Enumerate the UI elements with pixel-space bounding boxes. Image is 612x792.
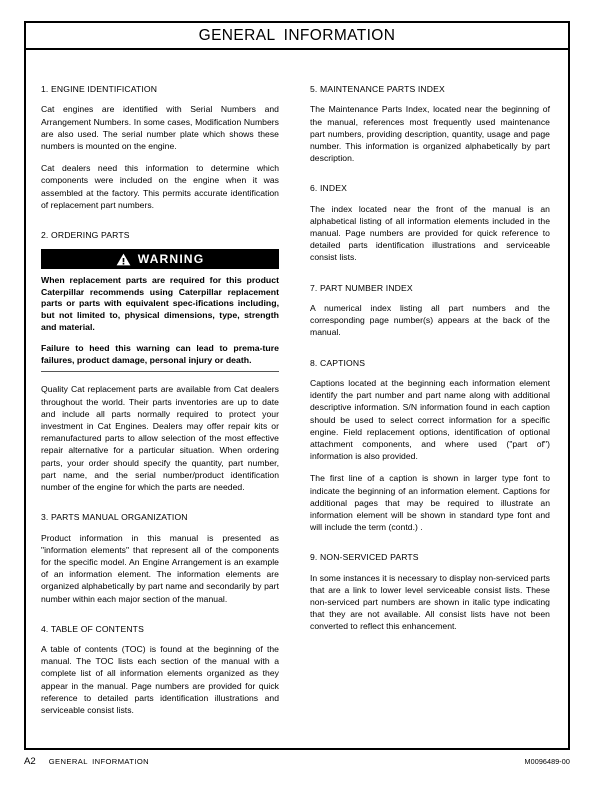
paragraph-engine-identification-1: Cat engines are identified with Serial Numbers and Arrangement Numbers. In some cases, Modification Numbers are also used. The serial number plate which shows these numbers is mounted on the engine. xyxy=(41,104,279,151)
section-heading-part-number-index: 7. PART NUMBER INDEX xyxy=(310,282,413,293)
section-heading-maintenance-parts-index: 5. MAINTENANCE PARTS INDEX xyxy=(310,84,445,94)
warning-triangle-icon xyxy=(116,253,131,266)
warning-paragraph-2: Failure to heed this warning can lead to prema-ture failures, product damage, personal injury or death. xyxy=(41,343,279,365)
section-heading-parts-manual-organization: 3. PARTS MANUAL ORGANIZATION xyxy=(41,512,188,523)
section-heading-engine-identification: 1. ENGINE IDENTIFICATION xyxy=(41,84,158,94)
paragraph-captions-1: Captions located at the beginning each information element identify the part number and part name along with additional descriptive information. S/N information found in each caption should be used to select correct information for a specific engine. Field replacement options, identification of optional attachment components, and where used ("part of") information is also provided. xyxy=(310,377,550,462)
left-column xyxy=(26,84,297,748)
section-heading-index: 6. INDEX xyxy=(310,183,348,194)
section-heading-ordering-parts: 2. ORDERING PARTS xyxy=(41,229,130,240)
warning-box-body xyxy=(41,269,279,372)
section-heading-non-serviced-parts: 9. NON-SERVICED PARTS xyxy=(310,552,419,563)
paragraph-maintenance-parts-index-1: The Maintenance Parts Index, located near the beginning of the manual, references most frequently used maintenance part numbers, providing description, quantity, usage and page number. This information is organized alphabetically by part description. xyxy=(310,104,550,164)
paragraph-non-serviced-parts-1: In some instances it is necessary to display non-serviced parts that are a link to lower level serviceable consist lists. These non-serviced part numbers are shown in italic type indicating that they are not available. All consist lists have not been converted to reflect this enhancement. xyxy=(310,572,550,632)
right-column xyxy=(297,84,568,748)
paragraph-engine-identification-2: Cat dealers need this information to determine which components were included on the engine when it was assembled at the factory. This permits accurate identification of replacement part numbers. xyxy=(41,163,279,210)
page-footer xyxy=(24,756,570,770)
footer-page-number: A2 xyxy=(24,756,36,767)
warning-box-divider xyxy=(41,371,279,372)
warning-paragraph-1: When replacement parts are required for this product Caterpillar recommends using Caterpillar replacement parts or parts with equivalent spec-ifications including, but not limited to, physical dimensions, type, strength and material. xyxy=(41,275,279,332)
warning-label: WARNING xyxy=(137,252,205,267)
page-title-bar xyxy=(26,23,568,50)
paragraph-captions-2: The first line of a caption is shown in larger type font to indicate the beginning of an information element. Captions for additional pages that may be required to illustrate an information element will be shown in standard type font and will include the term (contd.) . xyxy=(310,473,550,533)
paragraph-index-1: The index located near the front of the manual is an alphabetical listing of all information elements included in the manual. Page numbers are provided for quick reference to detailed parts identification illustrations and serviceable consist lists. xyxy=(310,203,550,263)
footer-document-number: M0096489-00 xyxy=(524,757,570,766)
warning-box-header xyxy=(41,249,279,269)
section-heading-captions: 8. CAPTIONS xyxy=(310,357,366,368)
document-body xyxy=(26,50,568,748)
page-title: GENERAL INFORMATION xyxy=(198,26,396,44)
paragraph-table-of-contents-1: A table of contents (TOC) is found at the beginning of the manual. The TOC lists each section of the manual with a complete list of all information elements organized as they appear in the manual. Page numbers are provided for quick reference to detailed parts identification illustrations and serviceable consist lists. xyxy=(41,644,279,716)
paragraph-parts-manual-organization-1: Product information in this manual is presented as "information elements" that represent all of the components for the specific model. An Engine Arrangement is an example of an information element. The information elements are organized alphabetically by part name and secondarily by part number within each major section of the manual. xyxy=(41,532,279,604)
section-heading-table-of-contents: 4. TABLE OF CONTENTS xyxy=(41,623,144,634)
paragraph-part-number-index-1: A numerical index listing all part numbers and the corresponding page number(s) appears at the back of the manual. xyxy=(310,302,550,338)
document-frame xyxy=(24,21,570,750)
warning-box xyxy=(41,249,279,372)
paragraph-ordering-parts-1: Quality Cat replacement parts are available from Cat dealers throughout the world. Their parts inventories are up to date and include all parts normally required to protect your investment in Cat Engines. Dealers may offer repair kits or remanufactured parts to allow selection of the most effective repair alternative for a particular situation. When ordering parts, your order should specify the quantity, part number, part name, and the serial number/product identification number of the engine for which the parts are needed. xyxy=(41,384,279,493)
footer-section-title: GENERAL INFORMATION xyxy=(48,757,150,766)
